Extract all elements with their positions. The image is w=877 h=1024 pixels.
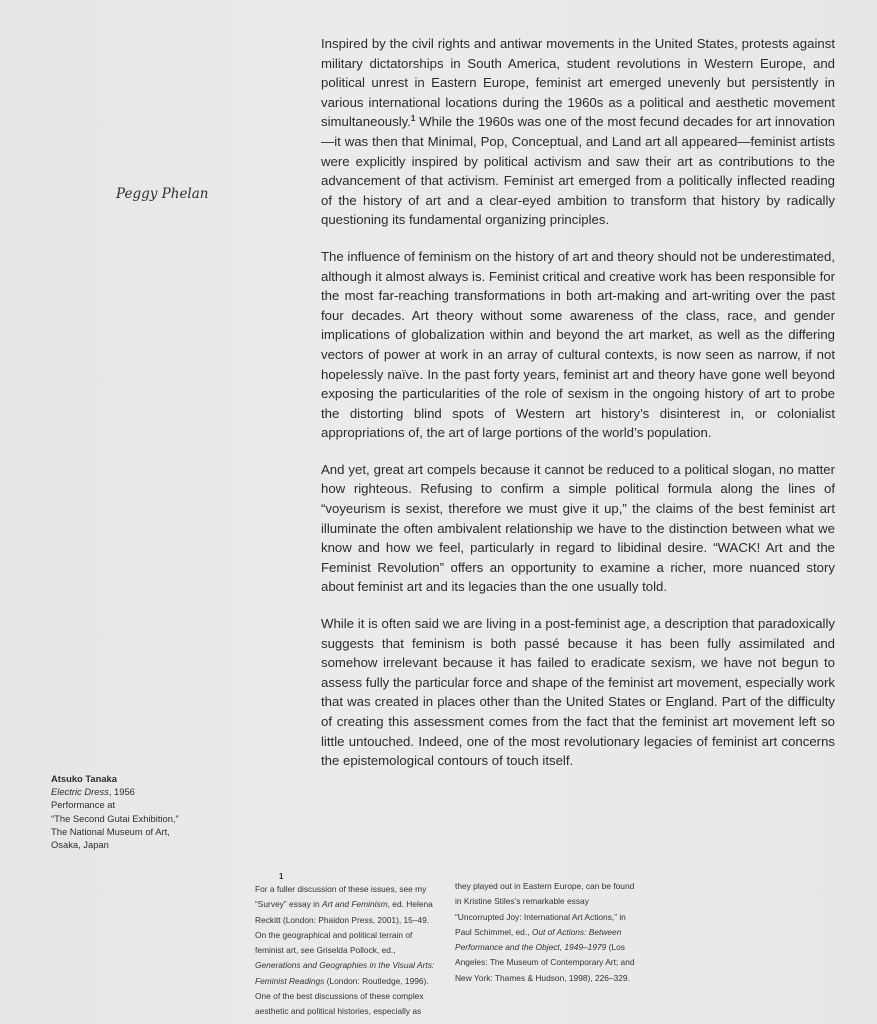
caption-artist: Atsuko Tanaka [51,773,117,784]
image-caption [51,772,251,851]
caption-year: , 1956 [108,786,135,798]
author-name: Peggy Phelan [116,186,209,202]
caption-title: Electric Dress [51,786,109,798]
paragraph-1: Inspired by the civil rights and antiwar movements in the United States, protests against military dictatorships in South America, student revolutions in Western Europe, and political unrest in Eastern Europe, feminist art emerged unevenly but persistently in various international locations during the 1960s as a political and aesthetic movement simultaneously.$^1$ While the 1960s was one of the most fecund decades for art innovation—it was then that Minimal, Pop, Conceptual, and Land art all appeared—feminist artists were explicitly inspired by political activism and saw their art as contributions to the advancement of that activism. Feminist art emerged from a politically inflected reading of the history of art and a clear-eyed ambition to transform that history by radically questioning its fundamental organizing principles. [321,36,835,228]
footnote-reference[interactable]: 1 [410,114,416,124]
caption-line: Performance at [51,799,116,811]
footnote-column-2: they played out in Eastern Europe, can be found in Kristine Stiles’s remarkable essay “Uncorrupted Joy: International Art Actions,” in Paul Schimmel, ed., Out of Actions: Between Performance and the Object, 1949–1979 (Los Angeles: The Museum of Contemporary Art; and New York: Thames & Hudson, 1998), 226–329. [455,881,635,983]
paragraph-3: And yet, great art compels because it cannot be reduced to a political slogan, no matter how righteous. Refusing to confirm a simple political formula along the lines of “voyeurism is sexist, therefore we must give it up,” the claims of the best feminist art illuminate the often ambivalent relationship we have to the distinction between what we know and how we feel, particularly in regard to libidinal desire. “WACK! Art and the Feminist Revolution” offers an opportunity to examine a richer, more nuanced story about feminist art and its legacies than the one usually told. [321,461,835,595]
essay-body [321,34,835,788]
caption-work [51,785,251,798]
caption-line: The National Museum of Art, [51,825,170,837]
caption-line: “The Second Gutai Exhibition,” [51,812,179,824]
paragraph-2: The influence of feminism on the history of art and theory should not be underestimated, although it almost always is. Feminist critical and creative work has been responsible for the most far-reaching transformations in both art-making and art-writing over the past four decades. Art theory without some awareness of the class, race, and gender implications of globalization within and beyond the art market, as well as the differing vectors of power at work in an array of cultural contexts, is now seen as narrow, if not hopelessly naïve. In the past forty years, feminist art and theory have gone well beyond exposing the particularities of the role of sexism in the ongoing history of art to probe the distorting blind spots of Western art history’s disinterest in, or colonialist appropriations of, the art of large portions of the world’s population. [321,248,835,441]
caption-line: Osaka, Japan [51,839,109,851]
footnote-number: 1 [279,872,284,881]
paragraph-4: While it is often said we are living in a post-feminist age, a description that paradoxically suggests that feminism is both passé because it has been fully assimilated and somehow irrelevant because it has failed to eradicate sexism, we have not begun to assess fully the particular force and shape of the feminist art movement, especially work that was created in places other than the United States or England. Part of the difficulty of creating this assessment comes from the fact that the feminist art movement left so little untouched. Indeed, one of the most revolutionary legacies of feminist art concerns the epistemological contours of touch itself. [321,616,835,769]
footnote-column-1: For a fuller discussion of these issues, see my “Survey” essay in Art and Feminism, ed. Helena Reckitt (London: Phaidon Press, 2001), 15–49. On the geographical and political terrain of feminist art, see Griselda Pollock, ed., Generations and Geographies in the Visual Arts: Feminist Readings (London: Routledge, 1996). One of the best discussions of these complex aesthetic and political histories, especially as [255,884,435,1017]
